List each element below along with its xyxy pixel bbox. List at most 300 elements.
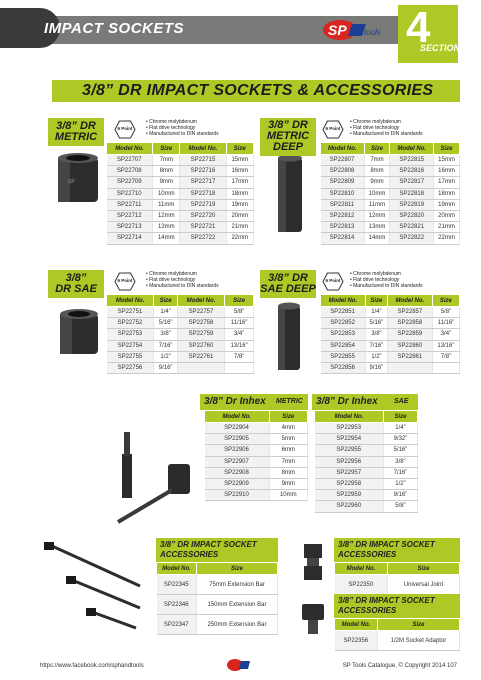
table-row <box>321 329 460 340</box>
model-number-cell: SP22708 <box>107 166 153 177</box>
metric-block <box>48 118 254 248</box>
acc3-title-line1: 3/8” DR IMPACT SOCKET <box>338 596 435 605</box>
size-cell: 13/16” <box>225 340 254 351</box>
model-number-cell: SP22345 <box>157 575 197 595</box>
model-number-cell: SP22719 <box>180 199 226 210</box>
size-cell: 17mm <box>226 177 253 188</box>
table-row <box>315 467 418 478</box>
size-cell: 3/4” <box>432 329 459 340</box>
model-number-cell: SP22859 <box>387 329 432 340</box>
model-number-cell: SP22821 <box>390 222 434 233</box>
column-header: Size <box>269 411 307 423</box>
six-point-label: 6 Point <box>117 126 133 131</box>
model-number-cell: SP22346 <box>157 595 197 615</box>
six-point-label: 6 Point <box>325 126 341 131</box>
size-cell: 7/16” <box>383 467 417 478</box>
size-cell: 1/4” <box>365 307 387 318</box>
model-number-cell: SP22954 <box>315 434 384 445</box>
size-cell: 20mm <box>434 210 460 221</box>
acc3-title-line2: ACCESSORIES <box>338 606 397 615</box>
sae-deep-title-box <box>260 270 316 298</box>
table-row <box>321 210 460 221</box>
model-number-cell: SP22756 <box>107 362 154 373</box>
page-footer <box>0 656 481 680</box>
metric-deep-title-line3: DEEP <box>273 141 303 153</box>
inhex-metric-title-box <box>200 394 308 410</box>
size-cell: 7/16” <box>365 340 387 351</box>
six-point-label: 6 Point <box>325 278 341 283</box>
model-number-cell: SP22819 <box>390 199 434 210</box>
size-cell: 9/16” <box>154 362 177 373</box>
table-row <box>107 307 254 318</box>
size-cell <box>432 362 459 373</box>
table-header-row <box>335 563 460 575</box>
size-cell: 3/8” <box>383 456 417 467</box>
table-row <box>321 351 460 362</box>
size-cell: 15mm <box>226 155 253 166</box>
sae-deep-table <box>320 294 460 374</box>
model-number-cell: SP22816 <box>390 166 434 177</box>
page-title: 3/8” DR IMPACT SOCKETS & ACCESSORIES <box>82 82 434 99</box>
size-cell: 17mm <box>434 177 460 188</box>
size-cell: 9mm <box>364 177 390 188</box>
model-number-cell: SP22754 <box>107 340 154 351</box>
model-number-cell: SP22757 <box>177 307 224 318</box>
table-row <box>321 362 460 373</box>
size-cell: 11/16” <box>225 318 254 329</box>
model-number-cell: SP22851 <box>321 307 366 318</box>
model-number-cell: SP22817 <box>390 177 434 188</box>
model-number-cell: SP22904 <box>205 423 270 434</box>
table-row <box>205 434 308 445</box>
size-cell: 5/8” <box>225 307 254 318</box>
acc1-title-line1: 3/8” DR IMPACT SOCKET <box>160 540 257 549</box>
feature-2: • Flat drive technology <box>350 277 400 283</box>
model-number-cell: SP22709 <box>107 177 153 188</box>
size-cell: 5/8” <box>383 501 417 512</box>
model-number-cell: SP22855 <box>321 351 366 362</box>
page-header <box>0 0 481 64</box>
model-number-cell: SP22908 <box>205 467 270 478</box>
model-number-cell: SP22958 <box>315 478 384 489</box>
inhex-metric-title: 3/8” Dr Inhex <box>204 396 266 407</box>
table-row <box>321 166 460 177</box>
size-cell: 1/4” <box>154 307 177 318</box>
metric-features <box>146 119 219 137</box>
model-number-cell: SP22813 <box>321 222 365 233</box>
feature-3: • Manufactured to DIN standards <box>350 283 423 289</box>
model-number-cell: SP22860 <box>387 340 432 351</box>
column-header: Size <box>197 563 278 575</box>
model-number-cell: SP22815 <box>390 155 434 166</box>
size-cell: 75mm Extension Bar <box>197 575 278 595</box>
model-number-cell: SP22347 <box>157 615 197 635</box>
size-cell: 7mm <box>364 155 390 166</box>
size-cell: 8mm <box>364 166 390 177</box>
feature-1: • Chrome molybdenum <box>146 119 197 125</box>
column-header: Size <box>364 143 390 155</box>
model-number-cell: SP22809 <box>321 177 365 188</box>
size-cell: 5/16” <box>154 318 177 329</box>
size-cell: 10mm <box>364 188 390 199</box>
model-number-cell: SP22906 <box>205 445 270 456</box>
metric-deep-block <box>260 118 460 248</box>
column-header: Model No. <box>387 295 432 307</box>
size-cell: 9/32” <box>383 434 417 445</box>
sae-deep-features <box>350 271 423 289</box>
column-header: Model No. <box>321 143 365 155</box>
model-number-cell: SP22711 <box>107 199 153 210</box>
feature-2: • Flat drive technology <box>350 125 400 131</box>
table-row <box>321 188 460 199</box>
size-cell <box>225 362 254 373</box>
model-number-cell: SP22720 <box>180 210 226 221</box>
model-number-cell: SP22909 <box>205 478 270 489</box>
header-title: IMPACT SOCKETS <box>44 20 185 37</box>
size-cell: 5/8” <box>432 307 459 318</box>
model-number-cell: SP22718 <box>180 188 226 199</box>
universal-joint-photo <box>296 538 332 588</box>
size-cell: 7/8” <box>432 351 459 362</box>
feature-3: • Manufactured to DIN standards <box>350 131 423 137</box>
inhex-sae-suffix: SAE <box>394 398 409 405</box>
column-header: Model No. <box>335 563 388 575</box>
table-row <box>315 434 418 445</box>
feature-1: • Chrome molybdenum <box>350 119 401 125</box>
inhex-sae-title: 3/8” Dr Inhex <box>316 396 378 407</box>
feature-3: • Manufactured to DIN standards <box>146 283 219 289</box>
table-row <box>107 166 254 177</box>
size-cell: 11/16” <box>432 318 459 329</box>
metric-table <box>106 142 254 245</box>
size-cell: 22mm <box>434 233 460 244</box>
table-row <box>107 329 254 340</box>
model-number-cell: SP22710 <box>107 188 153 199</box>
size-cell: 4mm <box>269 423 307 434</box>
sae-block <box>48 270 254 380</box>
column-header: Model No. <box>315 411 384 423</box>
extension-bars-photo <box>40 538 150 638</box>
table-row <box>107 188 254 199</box>
table-row <box>315 456 418 467</box>
column-header: Model No. <box>390 143 434 155</box>
model-number-cell: SP22907 <box>205 456 270 467</box>
size-cell: 11mm <box>364 199 390 210</box>
svg-text:SP: SP <box>68 179 75 185</box>
table-header-row <box>321 143 460 155</box>
table-header-row <box>205 411 308 423</box>
acc2-table <box>334 562 460 595</box>
model-number-cell: SP22356 <box>335 631 378 651</box>
column-header: Model No. <box>107 295 154 307</box>
model-number-cell: SP22858 <box>387 318 432 329</box>
size-cell: 6mm <box>269 445 307 456</box>
model-number-cell: SP22810 <box>321 188 365 199</box>
metric-title-box <box>48 118 104 146</box>
inhex-metric-suffix: METRIC <box>276 398 303 405</box>
size-cell: 7/16” <box>154 340 177 351</box>
acc1-title-line2: ACCESSORIES <box>160 550 219 559</box>
size-cell: 22mm <box>226 233 253 244</box>
acc3-title-box <box>334 594 460 618</box>
table-row <box>315 501 418 512</box>
feature-2: • Flat drive technology <box>146 125 196 131</box>
column-header: Size <box>387 563 459 575</box>
sae-deep-title-line1: 3/8” DR <box>268 272 308 284</box>
size-cell: 13mm <box>153 222 180 233</box>
table-row <box>157 595 278 615</box>
column-header: Model No. <box>205 411 270 423</box>
table-header-row <box>335 619 460 631</box>
table-row <box>107 177 254 188</box>
sae-features <box>146 271 219 289</box>
table-row <box>205 490 308 501</box>
size-cell: 5/16” <box>365 318 387 329</box>
model-number-cell: SP22350 <box>335 575 388 595</box>
table-row <box>205 423 308 434</box>
metric-deep-title-line1: 3/8” DR <box>268 119 308 131</box>
model-number-cell: SP22957 <box>315 467 384 478</box>
table-row <box>321 199 460 210</box>
table-row <box>321 340 460 351</box>
model-number-cell: SP22761 <box>177 351 224 362</box>
sae-title-line1: 3/8” <box>65 272 87 284</box>
model-number-cell: SP22856 <box>321 362 366 373</box>
page-title-bar <box>52 80 460 102</box>
table-row <box>321 177 460 188</box>
metric-deep-title-line2: METRIC <box>266 130 310 142</box>
table-row <box>205 456 308 467</box>
model-number-cell: SP22760 <box>177 340 224 351</box>
svg-text:tools: tools <box>364 28 381 37</box>
section-number: 4 <box>406 3 431 52</box>
size-cell: Universal Joint <box>387 575 459 595</box>
copyright: SP Tools Catalogue, © Copyright 2014 107 <box>342 663 457 669</box>
size-cell: 11mm <box>153 199 180 210</box>
model-number-cell: SP22818 <box>390 188 434 199</box>
section-label: SECTION <box>420 43 461 53</box>
size-cell: 250mm Extension Bar <box>197 615 278 635</box>
acc3-table <box>334 618 460 651</box>
size-cell: 16mm <box>434 166 460 177</box>
model-number-cell: SP22822 <box>390 233 434 244</box>
accessories-adaptor-block <box>296 594 460 644</box>
column-header: Size <box>154 295 177 307</box>
metric-title-line2: METRIC <box>54 131 98 143</box>
column-header: Size <box>377 619 459 631</box>
model-number-cell: SP22955 <box>315 445 384 456</box>
acc1-table <box>156 562 278 635</box>
acc2-title-box <box>334 538 460 562</box>
model-number-cell: SP22758 <box>177 318 224 329</box>
model-number-cell: SP22751 <box>107 307 154 318</box>
model-number-cell: SP22759 <box>177 329 224 340</box>
table-row <box>107 199 254 210</box>
model-number-cell <box>177 362 224 373</box>
acc2-title-line1: 3/8” DR IMPACT SOCKET <box>338 540 435 549</box>
size-cell: 7mm <box>153 155 180 166</box>
size-cell: 1/2” <box>365 351 387 362</box>
feature-1: • Chrome molybdenum <box>146 271 197 277</box>
size-cell: 3/8” <box>154 329 177 340</box>
model-number-cell: SP22716 <box>180 166 226 177</box>
model-number-cell: SP22956 <box>315 456 384 467</box>
sae-title-box <box>48 270 104 298</box>
size-cell: 13/16” <box>432 340 459 351</box>
column-header: Size <box>365 295 387 307</box>
section-tab <box>398 3 461 63</box>
model-number-cell: SP22959 <box>315 490 384 501</box>
table-row <box>107 340 254 351</box>
inhex-sae-table <box>314 410 418 513</box>
socket-adaptor-photo <box>296 594 332 644</box>
size-cell: 14mm <box>364 233 390 244</box>
size-cell: 5mm <box>269 434 307 445</box>
size-cell: 12mm <box>153 210 180 221</box>
size-cell: 7/8” <box>225 351 254 362</box>
metric-deep-table <box>320 142 460 245</box>
size-cell: 9/16” <box>383 490 417 501</box>
inhex-socket-photo <box>108 394 200 530</box>
sae-deep-title-line2: SAE DEEP <box>260 283 316 295</box>
size-cell: 3/4” <box>225 329 254 340</box>
model-number-cell: SP22715 <box>180 155 226 166</box>
size-cell: 7mm <box>269 456 307 467</box>
size-cell: 10mm <box>153 188 180 199</box>
accessories-ujoint-block <box>296 538 460 588</box>
table-row <box>321 233 460 244</box>
size-cell: 10mm <box>269 490 307 501</box>
model-number-cell: SP22755 <box>107 351 154 362</box>
size-cell: 14mm <box>153 233 180 244</box>
model-number-cell: SP22714 <box>107 233 153 244</box>
size-cell: 150mm Extension Bar <box>197 595 278 615</box>
size-cell: 9mm <box>269 478 307 489</box>
column-header: Model No. <box>107 143 153 155</box>
table-row <box>107 351 254 362</box>
table-row <box>205 478 308 489</box>
sp-tools-footer-logo <box>226 658 256 672</box>
size-cell: 18mm <box>226 188 253 199</box>
accessories-extension-block <box>40 538 278 648</box>
table-row <box>315 478 418 489</box>
model-number-cell: SP22808 <box>321 166 365 177</box>
inhex-block <box>108 394 460 530</box>
table-row <box>315 445 418 456</box>
sp-tools-logo <box>322 18 384 42</box>
size-cell: 18mm <box>434 188 460 199</box>
column-header: Size <box>153 143 180 155</box>
table-row <box>107 362 254 373</box>
table-row <box>107 155 254 166</box>
column-header: Size <box>434 143 460 155</box>
size-cell: 3/8” <box>365 329 387 340</box>
metric-title-line1: 3/8” DR <box>56 120 96 132</box>
size-cell: 1/2” <box>154 351 177 362</box>
model-number-cell: SP22721 <box>180 222 226 233</box>
model-number-cell: SP22857 <box>387 307 432 318</box>
metric-deep-features <box>350 119 423 137</box>
table-row <box>321 307 460 318</box>
model-number-cell: SP22811 <box>321 199 365 210</box>
facebook-link[interactable]: https://www.facebook.com/sphandtools <box>40 663 144 669</box>
table-row <box>321 155 460 166</box>
metric-deep-title-box <box>260 118 316 156</box>
table-header-row <box>107 143 254 155</box>
svg-text:SP: SP <box>328 22 347 38</box>
feature-1: • Chrome molybdenum <box>350 271 401 277</box>
model-number-cell: SP22722 <box>180 233 226 244</box>
sae-table <box>106 294 254 374</box>
model-number-cell: SP22854 <box>321 340 366 351</box>
column-header: Model No. <box>177 295 224 307</box>
table-header-row <box>107 295 254 307</box>
feature-2: • Flat drive technology <box>146 277 196 283</box>
column-header: Size <box>225 295 254 307</box>
table-row <box>107 222 254 233</box>
table-header-row <box>321 295 460 307</box>
model-number-cell: SP22820 <box>390 210 434 221</box>
table-row <box>335 631 460 651</box>
size-cell: 19mm <box>434 199 460 210</box>
table-row <box>335 575 460 595</box>
acc1-title-box <box>156 538 278 562</box>
model-number-cell: SP22814 <box>321 233 365 244</box>
table-row <box>157 575 278 595</box>
model-number-cell: SP22852 <box>321 318 366 329</box>
size-cell: 1/4” <box>383 423 417 434</box>
model-number-cell: SP22713 <box>107 222 153 233</box>
column-header: Model No. <box>335 619 378 631</box>
column-header: Size <box>432 295 459 307</box>
size-cell: 20mm <box>226 210 253 221</box>
size-cell: 5/16” <box>383 445 417 456</box>
size-cell: 8mm <box>153 166 180 177</box>
size-cell: 1/2M Socket Adaptor <box>377 631 459 651</box>
sae-title-line2: DR SAE <box>55 283 97 295</box>
feature-3: • Manufactured to DIN standards <box>146 131 219 137</box>
table-row <box>107 318 254 329</box>
inhex-metric-table <box>204 410 308 501</box>
sae-deep-block <box>260 270 460 380</box>
inhex-sae-title-box <box>312 394 418 410</box>
size-cell: 12mm <box>364 210 390 221</box>
table-header-row <box>157 563 278 575</box>
model-number-cell: SP22905 <box>205 434 270 445</box>
column-header: Model No. <box>180 143 226 155</box>
six-point-label: 6 Point <box>117 278 133 283</box>
size-cell: 21mm <box>434 222 460 233</box>
model-number-cell: SP22707 <box>107 155 153 166</box>
model-number-cell: SP22712 <box>107 210 153 221</box>
table-header-row <box>315 411 418 423</box>
table-row <box>107 233 254 244</box>
table-row <box>107 210 254 221</box>
model-number-cell: SP22960 <box>315 501 384 512</box>
size-cell: 9mm <box>153 177 180 188</box>
table-row <box>157 615 278 635</box>
model-number-cell: SP22717 <box>180 177 226 188</box>
model-number-cell: SP22861 <box>387 351 432 362</box>
table-row <box>205 467 308 478</box>
model-number-cell: SP22910 <box>205 490 270 501</box>
size-cell: 16mm <box>226 166 253 177</box>
column-header: Size <box>383 411 417 423</box>
size-cell: 21mm <box>226 222 253 233</box>
size-cell: 1/2” <box>383 478 417 489</box>
table-row <box>315 490 418 501</box>
table-row <box>321 318 460 329</box>
